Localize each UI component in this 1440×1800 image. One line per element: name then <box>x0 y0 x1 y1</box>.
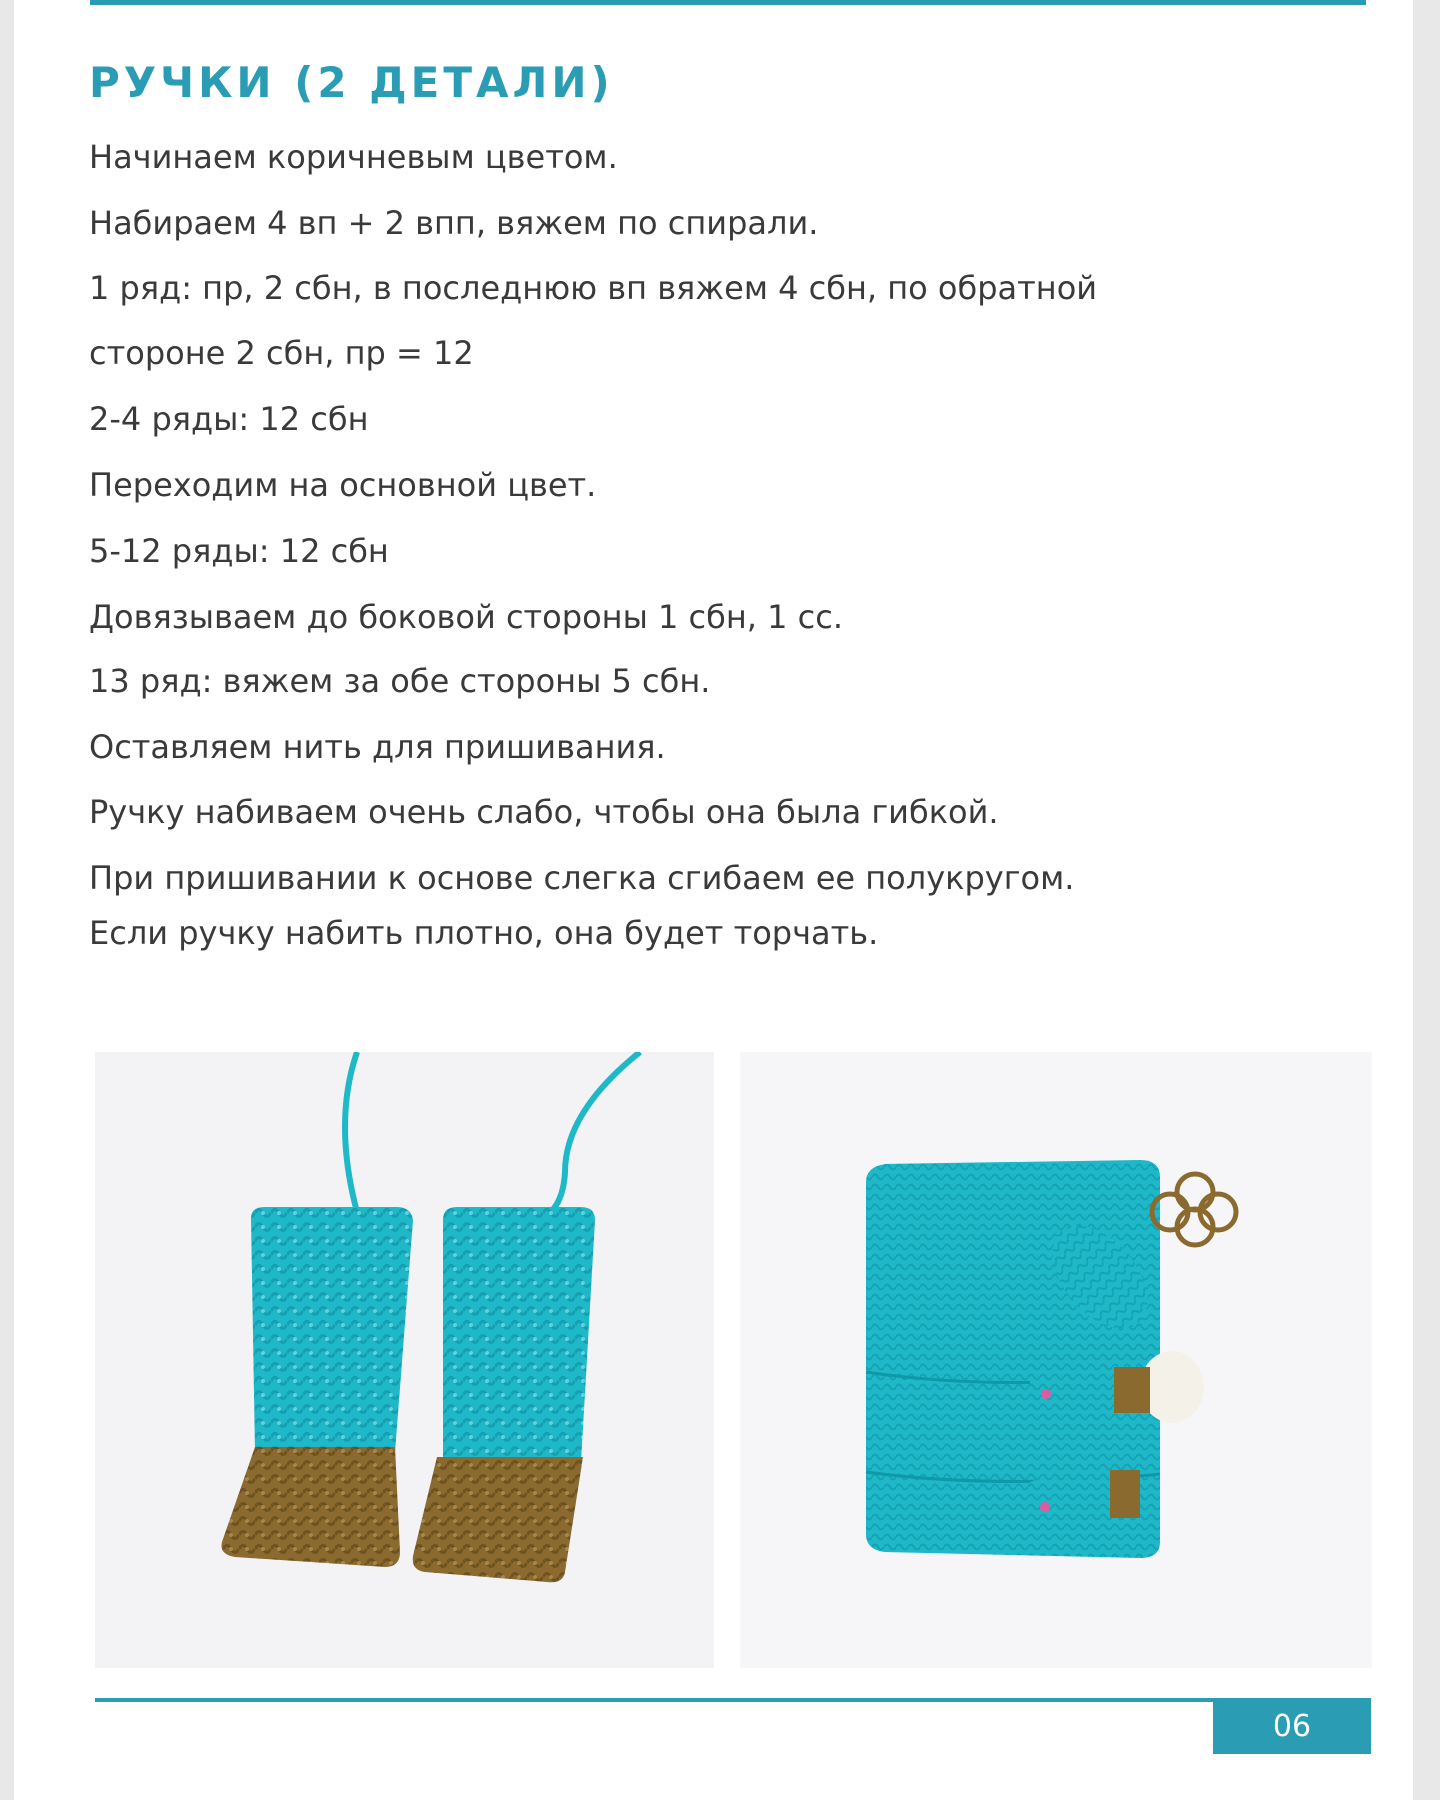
bottom-divider <box>95 1698 1371 1702</box>
instruction-line: Довязываем до боковой стороны 1 сбн, 1 сс. <box>89 598 844 636</box>
instruction-line: Если ручку набить плотно, она будет торчать. <box>89 914 879 952</box>
instruction-line: Переходим на основной цвет. <box>89 466 597 504</box>
top-divider <box>90 0 1366 5</box>
instruction-line: 13 ряд: вяжем за обе стороны 5 сбн. <box>89 662 711 700</box>
instruction-line: Начинаем коричневым цветом. <box>89 138 618 176</box>
instruction-line: стороне 2 сбн, пр = 12 <box>89 334 474 372</box>
instruction-line: Ручку набиваем очень слабо, чтобы она была гибкой. <box>89 793 999 831</box>
instruction-line: Набираем 4 вп + 2 впп, вяжем по спирали. <box>89 204 819 242</box>
section-title: РУЧКИ (2 ДЕТАЛИ) <box>89 58 614 107</box>
instruction-line: При пришивании к основе слегка сгибаем ее полукругом. <box>89 859 1075 897</box>
crochet-basket-image <box>740 1052 1372 1668</box>
page <box>14 0 1413 1800</box>
basket-photo <box>740 1052 1372 1668</box>
handles-photo <box>95 1052 714 1668</box>
instruction-line: 1 ряд: пр, 2 сбн, в последнюю вп вяжем 4 сбн, по обратной <box>89 269 1098 307</box>
page-number-badge: 06 <box>1213 1698 1371 1754</box>
instruction-line: 2-4 ряды: 12 сбн <box>89 400 369 438</box>
instruction-line: Оставляем нить для пришивания. <box>89 728 666 766</box>
instruction-line: 5-12 ряды: 12 сбн <box>89 532 389 570</box>
crochet-handles-image <box>95 1052 714 1668</box>
